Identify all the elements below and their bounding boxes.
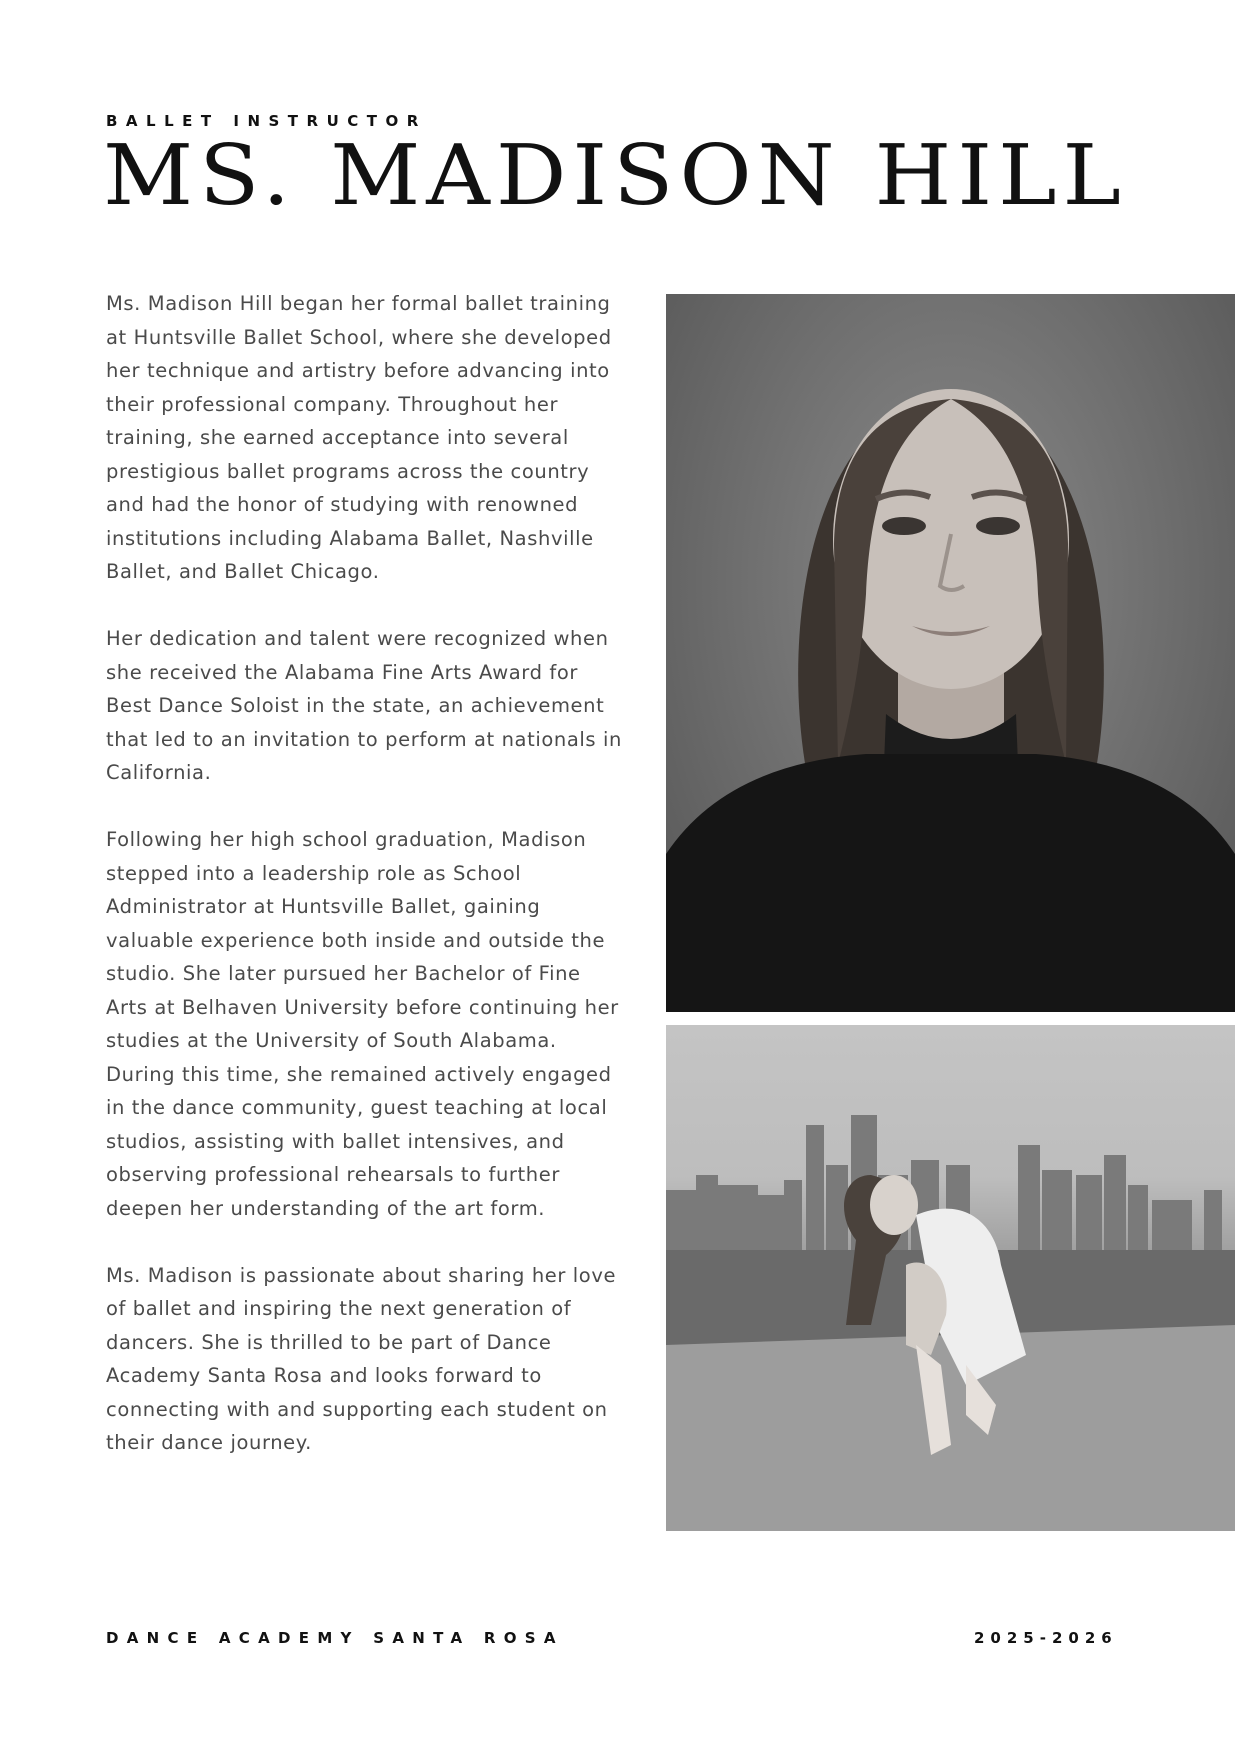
page-title: MS. MADISON HILL — [103, 126, 1127, 224]
portrait-photo — [666, 294, 1235, 1012]
academy-name: DANCE ACADEMY SANTA ROSA — [106, 1629, 564, 1647]
role-eyebrow: BALLET INSTRUCTOR — [106, 112, 427, 130]
bio-paragraph: Ms. Madison is passionate about sharing her love of ballet and inspiring the next generation of dancers. She is thrilled to be part of Dance Academy Santa Rosa and looks forward to connecting with and supporting each student on their dance journey. — [106, 1263, 617, 1454]
skyline-photo — [666, 1025, 1235, 1531]
bio-paragraph: Her dedication and talent were recognized when she received the Alabama Fine Arts Award for Best Dance Soloist in the state, an achievement that led to an invitation to perform at nationals in California. — [106, 627, 622, 784]
season-years: 2025-2026 — [974, 1629, 1118, 1647]
bio-text — [106, 287, 626, 1460]
bio-paragraph: Following her high school graduation, Madison stepped into a leadership role as School Administrator at Huntsville Ballet, gaining valuable experience both inside and outside the studio. She later pursued her Bachelor of Fine Arts at Belhaven University before continuing her studies at the University of South Alabama. During this time, she remained actively engaged in the dance community, guest teaching at local studios, assisting with ballet intensives, and observing professional rehearsals to further deepen her understanding of the art form. — [106, 828, 619, 1220]
dancer-skyline-illustration — [666, 1025, 1235, 1531]
portrait-illustration — [666, 294, 1235, 1012]
bio-paragraph: Ms. Madison Hill began her formal ballet training at Huntsville Ballet School, where she developed her technique and artistry before advancing into their professional company. Throughout her training, she earned acceptance into several prestigious ballet programs across the country and had the honor of studying with renowned institutions including Alabama Ballet, Nashville Ballet, and Ballet Chicago. — [106, 292, 612, 583]
